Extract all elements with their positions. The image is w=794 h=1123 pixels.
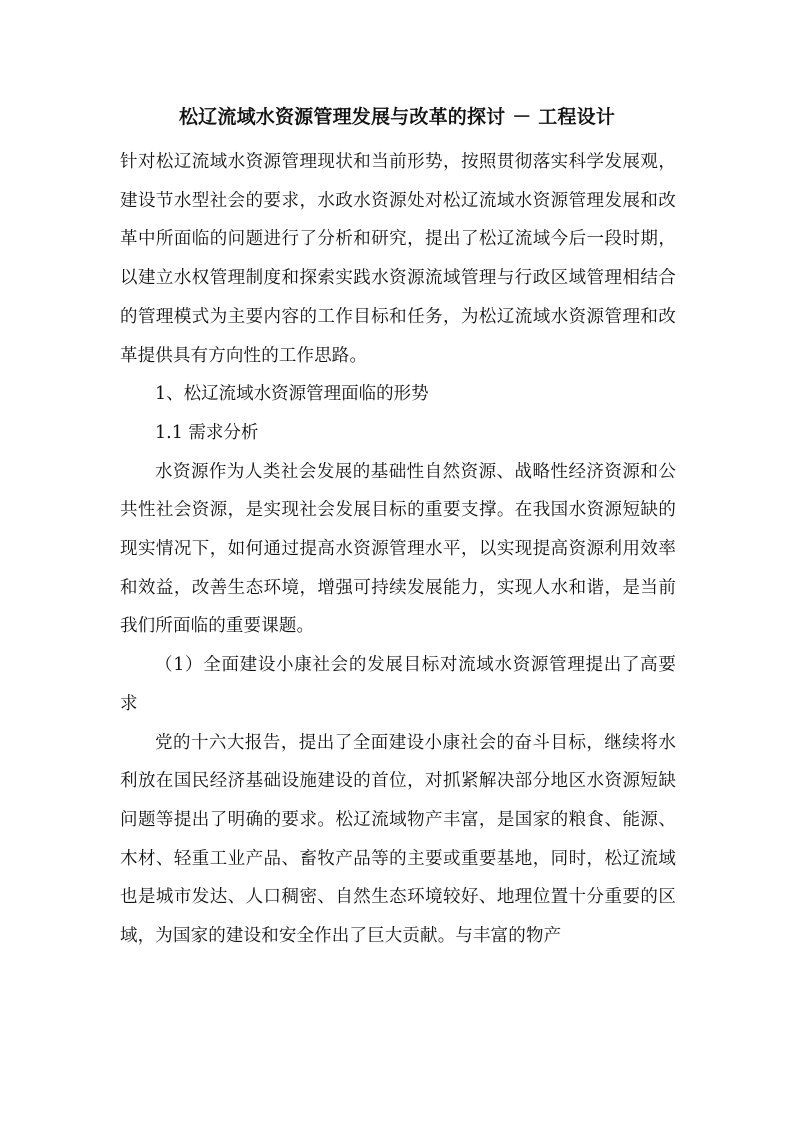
document-body [120, 143, 676, 956]
item-1-paragraph: （1）全面建设小康社会的发展目标对流域水资源管理提出了高要求 [120, 655, 676, 714]
section-1-1-heading: 1.1 需求分析 [155, 422, 259, 443]
party-report-paragraph: 党的十六大报告，提出了全面建设小康社会的奋斗目标，继续将水利放在国民经济基础设施建设的首位，对抓紧解决部分地区水资源短缺问题等提出了明确的要求。松辽流域物产丰富，是国家的粮食、能源、木材、轻重工业产品、畜牧产品等的主要或重要基地，同时，松辽流域也是城市发达、人口稠密、自然生态环境较好、地理位置十分重要的区域，为国家的建设和安全作出了巨大贡献。与丰富的物产 [120, 732, 676, 947]
section-1-heading: 1、松辽流域水资源管理面临的形势 [155, 384, 429, 405]
document-title: 松辽流域水资源管理发展与改革的探讨 － 工程设计 [178, 106, 616, 128]
intro-paragraph: 针对松辽流域水资源管理现状和当前形势，按照贯彻落实科学发展观，建设节水型社会的要求，水政水资源处对松辽流域水资源管理发展和改革中所面临的问题进行了分析和研究，提出了松辽流域今后一段时期，以建立水权管理制度和探索实践水资源流域管理与行政区域管理相结合的管理模式为主要内容的工作目标和任务，为松辽流域水资源管理和改革提供具有方向性的工作思路。 [120, 152, 676, 366]
demand-paragraph: 水资源作为人类社会发展的基础性自然资源、战略性经济资源和公共性社会资源，是实现社会发展目标的重要支撑。在我国水资源短缺的现实情况下，如何通过提高水资源管理水平，以实现提高资源利用效率和效益，改善生态环境，增强可持续发展能力，实现人水和谐，是当前我们所面临的重要课题。 [120, 461, 676, 637]
